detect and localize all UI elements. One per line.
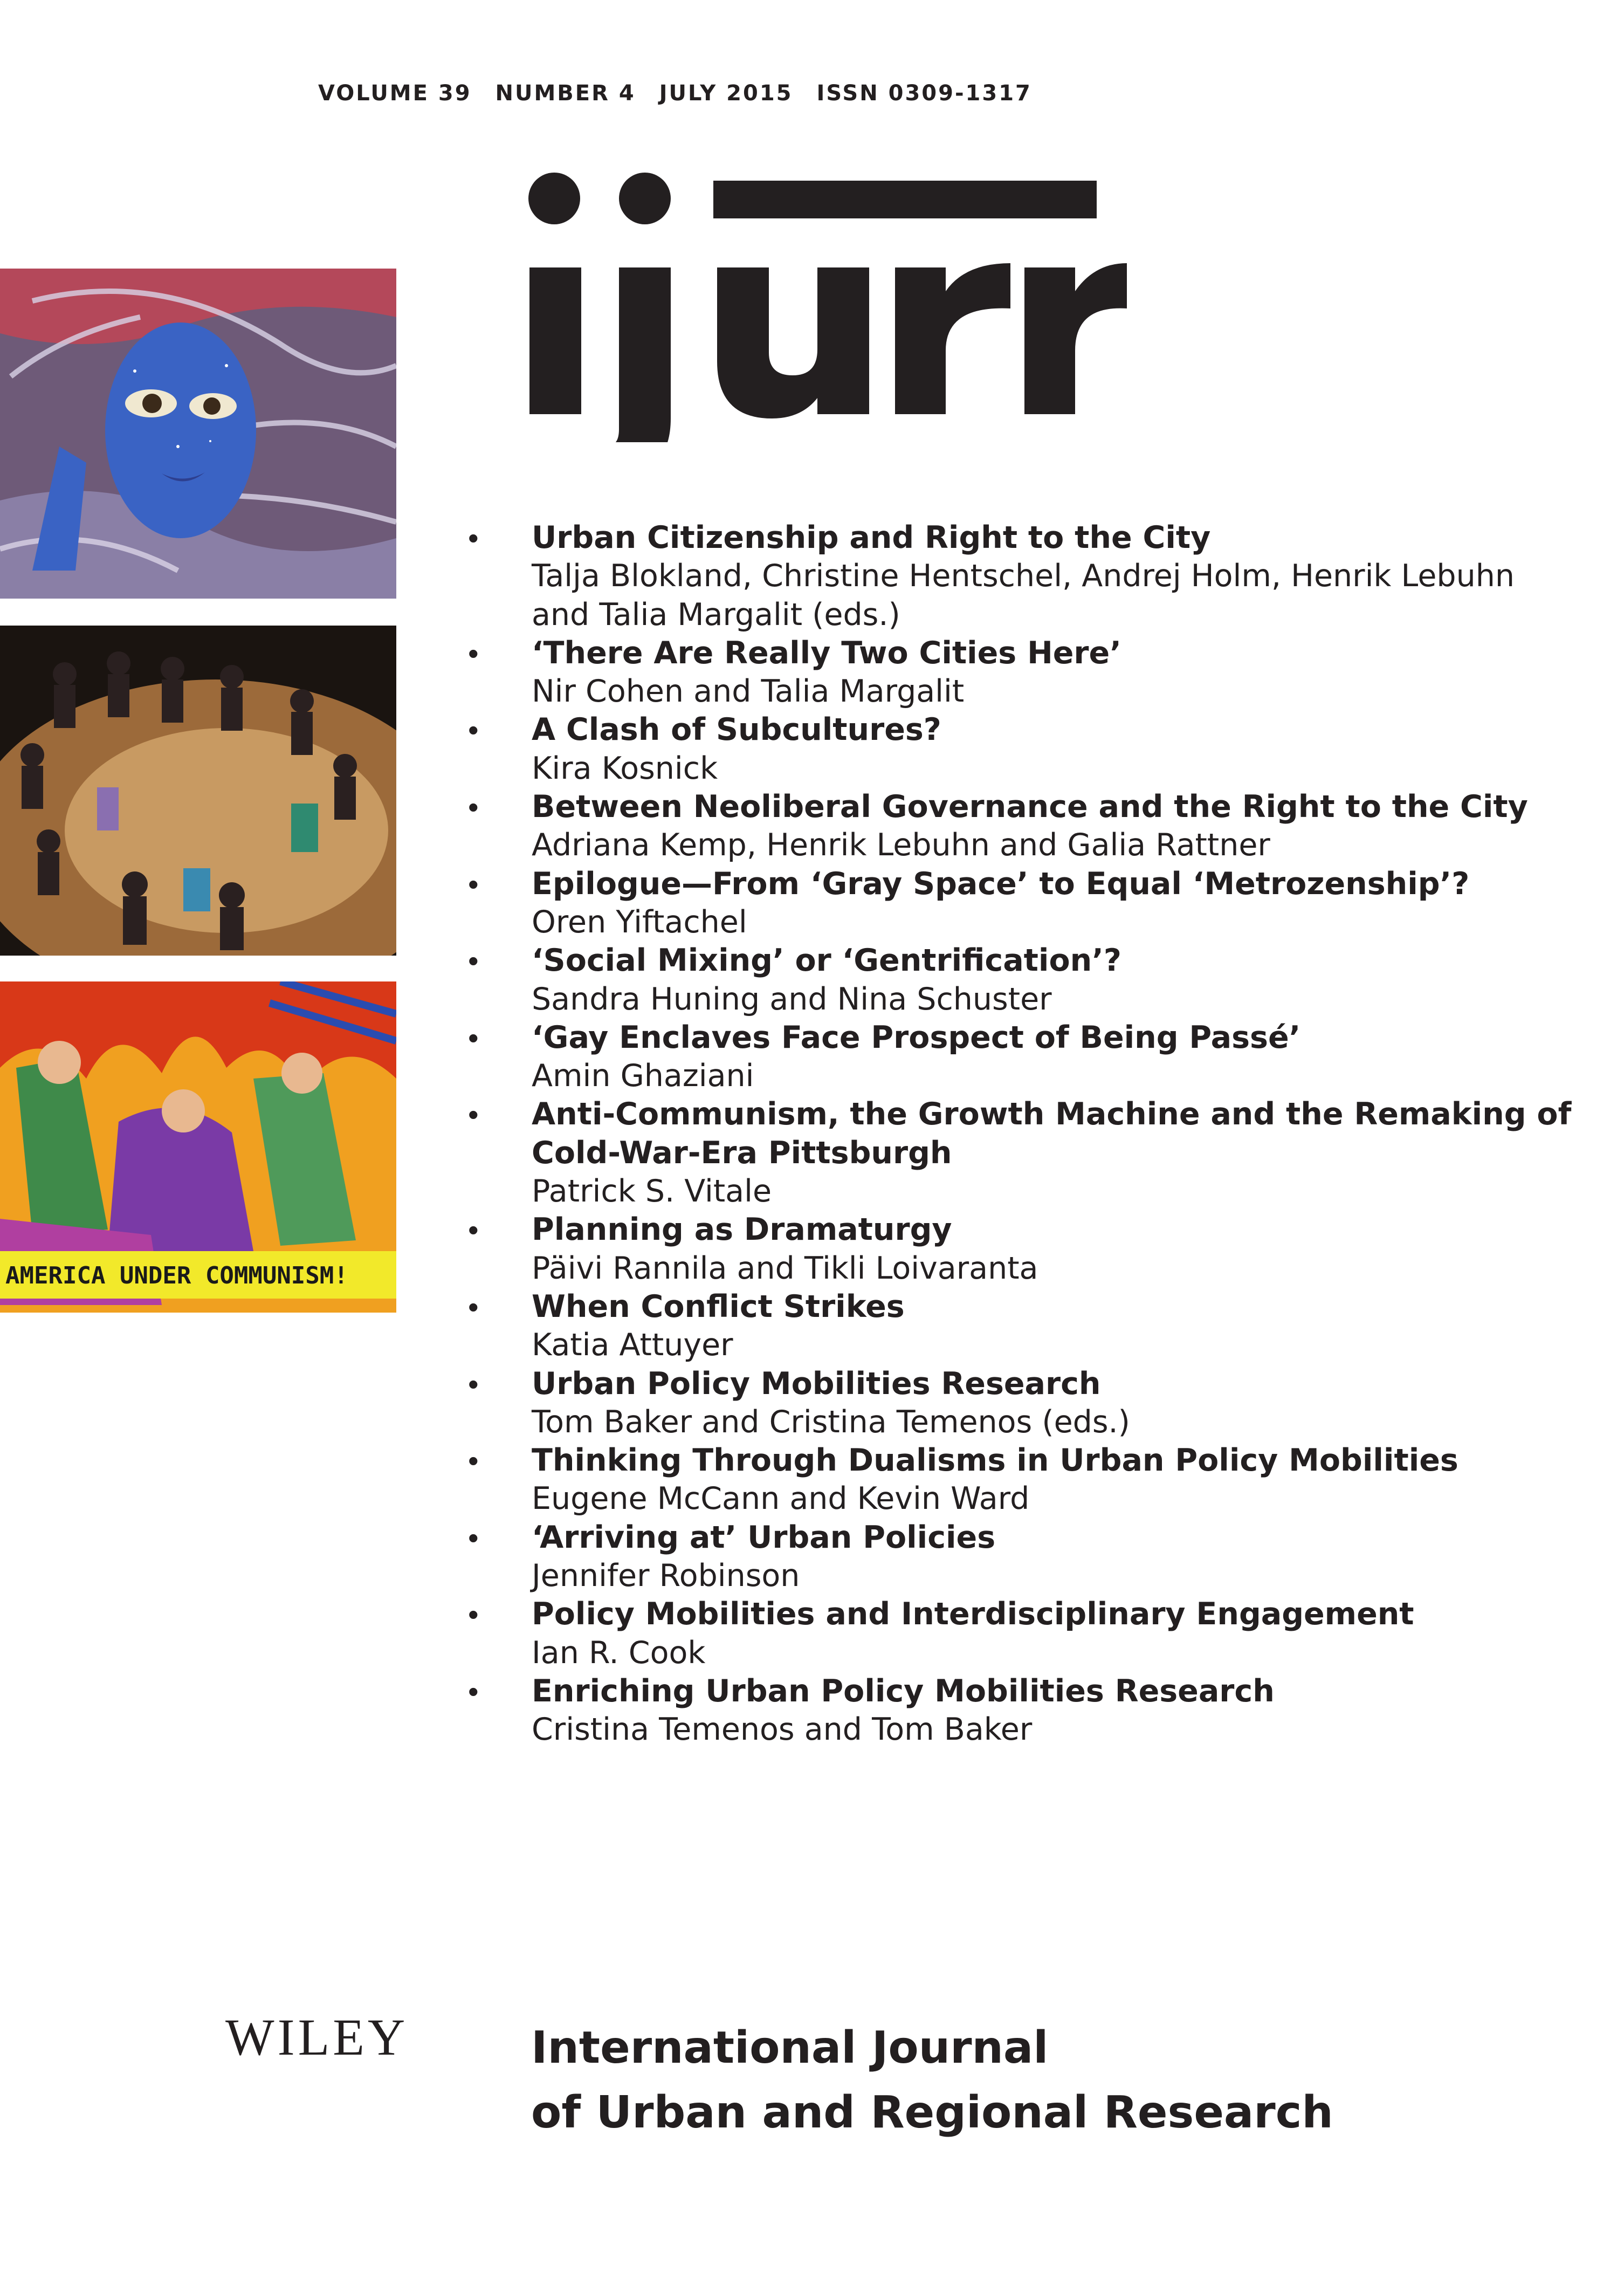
article-authors: Amin Ghaziani <box>532 1058 754 1094</box>
article-title: Planning as Dramaturgy <box>532 1212 952 1248</box>
propaganda-caption: AMERICA UNDER COMMUNISM! <box>5 1262 348 1289</box>
bullet: • <box>468 1520 479 1555</box>
toc-item <box>468 1019 1546 1096</box>
mural-image <box>0 269 396 599</box>
article-authors: Ian R. Cook <box>532 1635 706 1671</box>
bullet: • <box>468 1213 479 1247</box>
toc-item <box>468 1288 1546 1365</box>
article-title: Thinking Through Dualisms in Urban Policy Mobilities <box>532 1443 1458 1479</box>
bullet: • <box>468 867 479 901</box>
article-title: ‘Arriving at’ Urban Policies <box>532 1519 996 1555</box>
article-authors: Tom Baker and Cristina Temenos (eds.) <box>532 1404 1130 1440</box>
mural-art <box>0 269 396 599</box>
toc-item <box>468 1672 1546 1749</box>
article-title: When Conflict Strikes <box>532 1288 905 1324</box>
bullet: • <box>468 1097 479 1132</box>
article-authors: Jennifer Robinson <box>532 1558 800 1594</box>
article-authors-cont: and Talia Margalit (eds.) <box>532 596 900 633</box>
journal-title-line-1: International Journal <box>531 2022 1049 2074</box>
article-authors: Sandra Huning and Nina Schuster <box>532 981 1052 1017</box>
dance-art <box>0 626 396 956</box>
article-title: Between Neoliberal Governance and the Right to the City <box>532 789 1528 825</box>
bullet: • <box>468 790 479 825</box>
article-title-cont: Cold-War-Era Pittsburgh <box>532 1135 952 1171</box>
publisher-logo: WILEY <box>225 2008 409 2066</box>
bullet: • <box>468 944 479 978</box>
article-title: Enriching Urban Policy Mobilities Research <box>532 1673 1275 1709</box>
bullet: • <box>468 1367 479 1401</box>
toc-item <box>468 1365 1546 1442</box>
toc-item <box>468 634 1546 711</box>
bullet: • <box>468 1674 479 1708</box>
toc-item <box>468 942 1546 1019</box>
bullet: • <box>468 713 479 747</box>
article-title: ‘There Are Really Two Cities Here’ <box>532 635 1121 671</box>
logo-wordmark <box>523 173 1127 442</box>
bullet: • <box>468 1597 479 1632</box>
article-title: Anti-Communism, the Growth Machine and the Remaking of <box>532 1096 1572 1132</box>
issue-number: NUMBER 4 <box>495 81 636 106</box>
article-authors: Patrick S. Vitale <box>532 1173 772 1210</box>
article-authors: Päivi Rannila and Tikli Loivaranta <box>532 1250 1038 1286</box>
article-title: Urban Citizenship and Right to the City <box>532 520 1211 555</box>
toc-item <box>468 1441 1546 1519</box>
article-authors: Kira Kosnick <box>532 750 718 786</box>
toc-item <box>468 1519 1546 1596</box>
journal-full-title <box>531 2016 1333 2145</box>
table-of-contents <box>468 519 1572 1749</box>
article-authors: Nir Cohen and Talia Margalit <box>532 674 965 710</box>
toc-item <box>468 1211 1546 1288</box>
bullet: • <box>468 1020 479 1055</box>
issue-date: JULY 2015 <box>659 81 793 106</box>
propaganda-art <box>0 981 396 1313</box>
article-authors: Talja Blokland, Christine Hentschel, Andrej Holm, Henrik Lebuhn <box>532 558 1515 594</box>
toc-item <box>468 519 1546 634</box>
article-title: Policy Mobilities and Interdisciplinary Engagement <box>532 1596 1414 1632</box>
bullet: • <box>468 1289 479 1324</box>
article-authors: Cristina Temenos and Tom Baker <box>532 1712 1033 1748</box>
toc-item <box>468 1095 1572 1211</box>
bullet: • <box>468 521 479 555</box>
toc-item <box>468 865 1546 942</box>
article-title: A Clash of Subcultures? <box>532 712 941 748</box>
propaganda-image <box>0 981 396 1313</box>
dance-photo <box>0 626 396 956</box>
journal-logo <box>523 173 1127 442</box>
toc-item <box>468 788 1546 865</box>
article-title: ‘Gay Enclaves Face Prospect of Being Passé’ <box>532 1019 1301 1055</box>
article-authors: Katia Attuyer <box>532 1327 733 1363</box>
article-authors: Eugene McCann and Kevin Ward <box>532 1481 1030 1517</box>
article-title: Epilogue—From ‘Gray Space’ to Equal ‘Metrozenship’? <box>532 866 1470 902</box>
toc-item <box>468 711 1546 788</box>
bullet: • <box>468 636 479 670</box>
issue-line <box>318 81 1056 106</box>
article-authors: Adriana Kemp, Henrik Lebuhn and Galia Rattner <box>532 827 1270 863</box>
bullet: • <box>468 1444 479 1478</box>
article-authors: Oren Yiftachel <box>532 904 747 940</box>
toc-item <box>468 1595 1546 1672</box>
article-title: ‘Social Mixing’ or ‘Gentrification’? <box>532 943 1121 979</box>
article-title: Urban Policy Mobilities Research <box>532 1365 1101 1402</box>
journal-title-line-2: of Urban and Regional Research <box>531 2087 1333 2138</box>
volume: VOLUME 39 <box>318 81 472 106</box>
issn: ISSN 0309-1317 <box>816 81 1032 106</box>
